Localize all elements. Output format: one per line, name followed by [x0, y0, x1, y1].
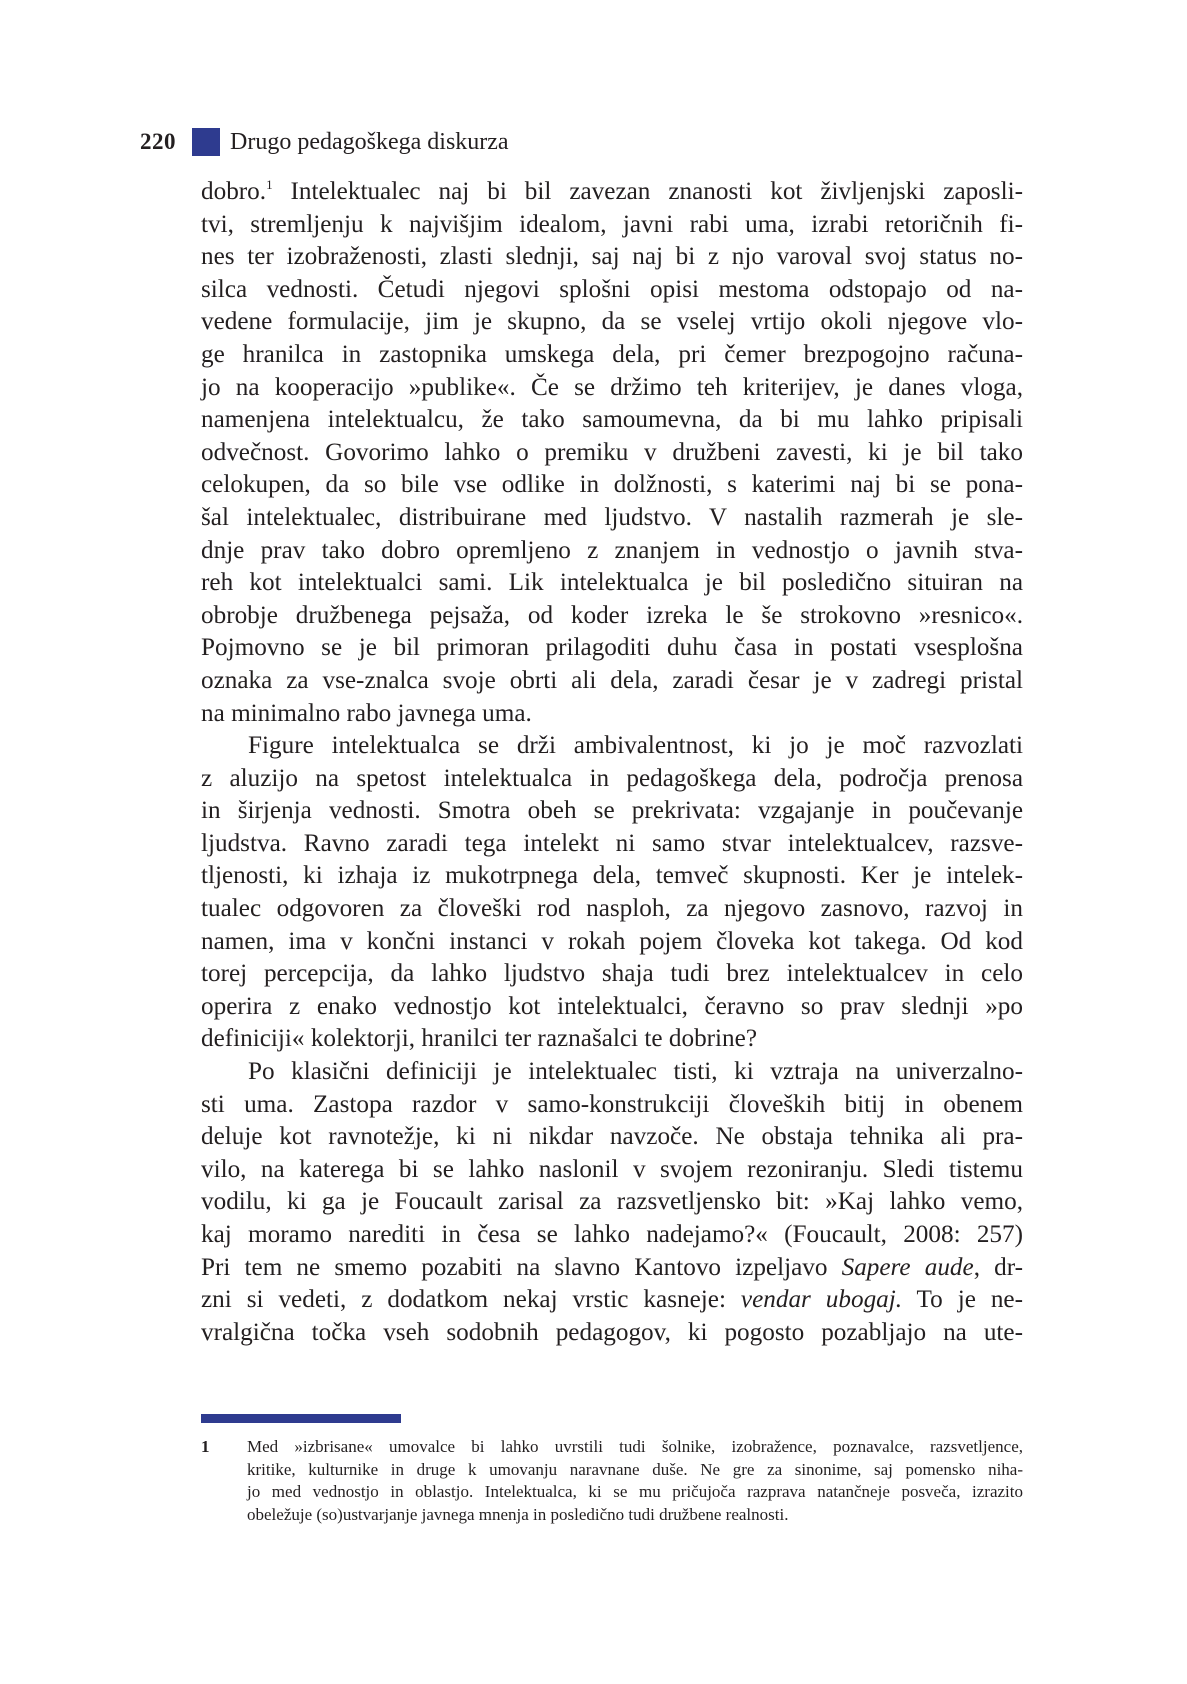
- text-line: oznaka za vse-znalca svoje obrti ali dela, zaradi česar je v zadregi pristal: [201, 666, 1023, 694]
- text-line: z aluzijo na spetost intelektualca in pedagoškega dela, področja prenosa: [201, 764, 1023, 792]
- text-line: Pojmovno se je bil primoran prilagoditi duhu časa in postati vsesplošna: [201, 634, 1023, 662]
- text-line: celokupen, da so bile vse odlike in dolžnosti, s katerimi naj bi se pona-: [201, 471, 1023, 499]
- text-line: vodilu, ki ga je Foucault zarisal za razsvetljensko bit: »Kaj lahko vemo,: [201, 1188, 1023, 1216]
- text-line: operira z enako vednostjo kot intelektualci, čeravno so prav slednji »po: [201, 992, 1023, 1020]
- footnote-line: jo med vednostjo in oblastjo. Intelektualca, ki se mu pričujoča razprava natančneje posveča, izrazito: [247, 1482, 1023, 1501]
- text-line: ljudstva. Ravno zaradi tega intelekt ni samo stvar intelektualcev, razsve-: [201, 829, 1023, 857]
- footnote-line: obeležuje (so)ustvarjanje javnega mnenja in posledično tudi družbene realnosti.: [247, 1504, 789, 1524]
- text-line: silca vednosti. Četudi njegovi splošni opisi mestoma odstopajo od na-: [201, 275, 1023, 303]
- text-line: sti uma. Zastopa razdor v samo-konstrukciji človeških bitij in obenem: [201, 1090, 1023, 1118]
- text-line: šal intelektualec, distribuirane med ljudstvo. V nastalih razmerah je sle-: [201, 503, 1023, 531]
- text-line: in širjenja vednosti. Smotra obeh se prekrivata: vzgajanje in poučevanje: [201, 797, 1023, 825]
- page-number: 220: [140, 129, 176, 154]
- text-line: kaj moramo narediti in česa se lahko nadejamo?« (Foucault, 2008: 257): [201, 1221, 1023, 1248]
- text-line: deluje kot ravnotežje, ki ni nikdar navzoče. Ne obstaja tehnika ali pra-: [201, 1123, 1023, 1151]
- footnote-text: [247, 1436, 1023, 1526]
- text-line: dobro.$^1$ Intelektualec naj bi bil zavezan znanosti kot življenjski zaposli-: [201, 177, 1023, 205]
- footnote-line: Med »izbrisane« umovalce bi lahko uvrstili tudi šolnike, izobražence, poznavalce, razsvetljence,: [247, 1437, 1023, 1456]
- footnote: [201, 1436, 1023, 1526]
- text-line: tljenosti, ki izhaja iz mukotrpnega dela, temveč skupnosti. Ker je intelek-: [201, 862, 1023, 890]
- text-line: namen, ima v končni instanci v rokah pojem človeka kot takega. Od kod: [201, 927, 1023, 955]
- text-line: obrobje družbenega pejsaža, od koder izreka le še strokovno »resnico«.: [201, 601, 1023, 629]
- text-line: jo na kooperacijo »publike«. Če se držimo teh kriterijev, je danes vloga,: [201, 373, 1023, 401]
- text-line: odvečnost. Govorimo lahko o premiku v družbeni zavesti, ki je bil tako: [201, 438, 1023, 466]
- italic-phrase: Sapere aude: [841, 1253, 974, 1281]
- text-line: Po klasični definiciji je intelektualec tisti, ki vztraja na univerzalno-: [248, 1058, 1023, 1086]
- text-line: namenjena intelektualcu, že tako samoumevna, da bi mu lahko pripisali: [201, 406, 1023, 434]
- italic-phrase: vendar ubogaj.: [740, 1286, 903, 1314]
- text-line: reh kot intelektualci sami. Lik intelektualca je bil posledično situiran na: [201, 569, 1023, 597]
- text-line: ge hranilca in zastopnika umskega dela, pri čemer brezpogojno računa-: [201, 340, 1023, 368]
- text-line: na minimalno rabo javnega uma.: [201, 699, 532, 727]
- text-line: torej percepcija, da lahko ljudstvo shaja tudi brez intelektualcev in celo: [201, 960, 1023, 988]
- footnote-number: 1: [201, 1437, 210, 1456]
- footnote-reference[interactable]: 1: [266, 177, 273, 192]
- text-line: vilo, na katerega bi se lahko naslonil v svojem rezoniranju. Sledi tistemu: [201, 1155, 1023, 1183]
- text-line: definiciji« kolektorji, hranilci ter raznašalci te dobrine?: [201, 1025, 757, 1053]
- text-line: zni si vedeti, z dodatkom nekaj vrstic kasneje: vendar ubogaj. To je ne-: [201, 1286, 1023, 1314]
- running-header: [140, 124, 509, 160]
- text-line: Figure intelektualca se drži ambivalentnost, ki jo je moč razvozlati: [248, 732, 1023, 760]
- text-line: tualec odgovoren za človeški rod nasploh, za njegovo zasnovo, razvoj in: [201, 895, 1023, 923]
- text-line: vralgična točka vseh sodobnih pedagogov, ki pogosto pozabljajo na ute-: [201, 1318, 1023, 1346]
- running-title: Drugo pedagoškega diskurza: [230, 128, 509, 155]
- body-text: [201, 176, 1023, 1349]
- text-line: tvi, stremljenju k najvišjim idealom, javni rabi uma, izrabi retoričnih fi-: [201, 210, 1023, 238]
- footnote-line: kritike, kulturnike in druge k umovanju naravnane duše. Ne gre za sinonime, saj pomensko niha-: [247, 1459, 1023, 1479]
- text-line: vedene formulacije, jim je skupno, da se vselej vrtijo okoli njegove vlo-: [201, 308, 1023, 336]
- text-line: Pri tem ne smemo pozabiti na slavno Kantovo izpeljavo Sapere aude, dr-: [201, 1253, 1023, 1281]
- text-line: nes ter izobraženosti, zlasti slednji, saj naj bi z njo varoval svoj status no-: [201, 243, 1023, 271]
- text-line: dnje prav tako dobro opremljeno z znanjem in vednostjo o javnih stva-: [201, 536, 1023, 564]
- header-square-mark: [192, 128, 220, 156]
- footnote-divider: [201, 1414, 401, 1423]
